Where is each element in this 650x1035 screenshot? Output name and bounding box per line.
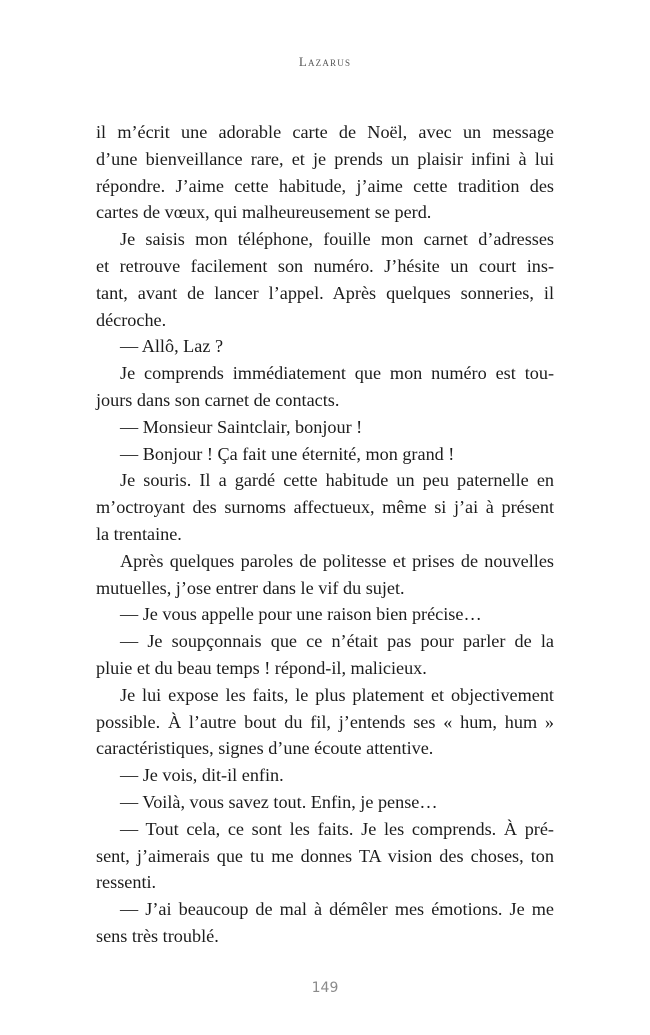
paragraph (96, 601, 554, 628)
text-line: décroche. (96, 309, 167, 330)
text-line: Je comprends immédiatement que mon numéro est tou- (120, 363, 554, 384)
paragraph (96, 628, 554, 682)
body-text (96, 119, 554, 950)
paragraph (96, 548, 554, 602)
paragraph (96, 789, 554, 816)
text-line: il m’écrit une adorable carte de Noël, avec un message (96, 122, 554, 142)
text-line: Je lui expose les faits, le plus platement et objectivement (120, 684, 554, 705)
paragraph (96, 762, 554, 789)
text-line: — Je vois, dit-il enfin. (120, 765, 284, 786)
text-line: mutuelles, j’ose entrer dans le vif du sujet. (96, 577, 405, 598)
text-line: Je saisis mon téléphone, fouille mon carnet d’adresses (120, 229, 554, 250)
text-line: m’octroyant des surnoms affectueux, même si j’ai à présent (96, 497, 554, 518)
paragraph (96, 467, 554, 547)
text-line: caractéristiques, signes d’une écoute attentive. (96, 738, 434, 759)
text-line: ressenti. (96, 872, 157, 893)
text-line: — Je soupçonnais que ce n’était pas pour parler de la (120, 631, 554, 652)
text-line: Après quelques paroles de politesse et prises de nouvelles (120, 550, 554, 571)
running-head: Lazarus (298, 54, 352, 69)
page-number: 149 (311, 980, 339, 996)
text-line: jours dans son carnet de contacts. (96, 389, 340, 410)
text-line: — Monsieur Saintclair, bonjour ! (120, 416, 363, 437)
paragraph (96, 414, 554, 441)
paragraph (96, 816, 554, 896)
text-line: pluie et du beau temps ! répond-il, malicieux. (96, 657, 427, 678)
text-line: possible. À l’autre bout du fil, j’entends ses « hum, hum » (96, 711, 554, 732)
text-line: — Allô, Laz ? (120, 336, 224, 357)
text-line: cartes de vœux, qui malheureusement se perd. (96, 202, 432, 223)
text-line: répondre. J’aime cette habitude, j’aime cette tradition des (96, 175, 554, 196)
text-line: — Je vous appelle pour une raison bien précise… (120, 604, 482, 625)
paragraph (96, 226, 554, 333)
paragraph (96, 360, 554, 414)
text-line: sent, j’aimerais que tu me donnes TA vision des choses, ton (96, 845, 554, 866)
text-line: sens très troublé. (96, 925, 219, 946)
text-line: d’une bienveillance rare, et je prends un plaisir infini à lui (96, 148, 554, 169)
paragraph (96, 441, 554, 468)
paragraph (96, 896, 554, 950)
text-line: la trentaine. (96, 523, 182, 544)
paragraph (96, 682, 554, 762)
paragraph (96, 119, 554, 226)
text-line: — Tout cela, ce sont les faits. Je les comprends. À pré- (120, 818, 554, 839)
text-line: — Bonjour ! Ça fait une éternité, mon grand ! (120, 443, 455, 464)
text-line: Je souris. Il a gardé cette habitude un peu paternelle en (120, 470, 554, 491)
text-line: — Voilà, vous savez tout. Enfin, je pense… (120, 791, 438, 812)
text-line: et retrouve facilement son numéro. J’hésite un court ins- (96, 255, 554, 276)
text-line: tant, avant de lancer l’appel. Après quelques sonneries, il (96, 282, 554, 303)
text-line: — J’ai beaucoup de mal à démêler mes émotions. Je me (120, 899, 554, 920)
paragraph (96, 333, 554, 360)
